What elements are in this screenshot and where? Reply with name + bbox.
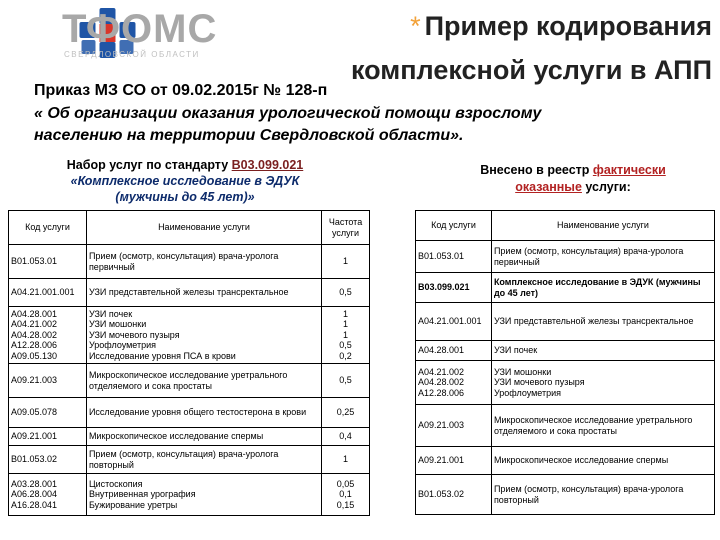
col-header-code: Код услуги <box>416 211 492 241</box>
col-header-code: Код услуги <box>9 211 87 245</box>
service-name <box>86 245 321 279</box>
table-row <box>416 303 715 341</box>
service-code-line: А04.28.002 <box>418 377 465 388</box>
service-code <box>416 303 492 341</box>
order-title: Приказ МЗ СО от 09.02.2015г № 128-п <box>34 82 328 99</box>
logo-name: ТФОМС <box>62 7 218 51</box>
service-code-line: А16.28.041 <box>11 499 58 510</box>
service-code <box>9 428 87 446</box>
service-code <box>416 273 492 303</box>
service-freq <box>322 398 370 428</box>
title-text-1: Пример кодирования <box>424 11 712 41</box>
col-header-freq: Частота услуги <box>322 211 370 245</box>
order-description: « Об организации оказания урологической помощи взрослому населению на территории Свердловской области». <box>34 105 542 144</box>
table-row <box>9 245 370 279</box>
service-name-line: УЗИ почек <box>493 345 538 356</box>
service-name-line: Урофлоуметрия <box>88 340 157 351</box>
service-code <box>416 341 492 361</box>
title-asterisk: * <box>410 11 421 41</box>
service-code <box>9 446 87 474</box>
table-row <box>416 361 715 405</box>
standard-code: В03.099.021 <box>231 158 304 172</box>
service-name <box>86 428 321 446</box>
service-code <box>416 405 492 447</box>
service-freq-line: 0,15 <box>336 499 355 510</box>
service-name <box>491 303 714 341</box>
table-row <box>416 405 715 447</box>
service-name <box>86 364 321 398</box>
service-freq <box>322 307 370 364</box>
table-row <box>416 447 715 475</box>
standard-set-header <box>40 157 330 205</box>
service-freq <box>322 279 370 307</box>
service-freq <box>322 446 370 474</box>
table-row <box>416 273 715 303</box>
table-row <box>9 307 370 364</box>
table-row <box>416 341 715 361</box>
service-name <box>491 341 714 361</box>
service-name-line: Внутривенная урография <box>88 489 196 500</box>
standard-set-line1 <box>40 157 330 173</box>
service-code-line: А09.21.001 <box>11 431 58 442</box>
slide-title-line2: комплексной услуги в АПП <box>350 55 712 85</box>
service-code-line: А04.21.001.001 <box>418 316 482 327</box>
service-name <box>491 405 714 447</box>
service-freq-line: 1 <box>343 256 349 267</box>
slide-title-line1 <box>410 10 712 42</box>
service-name-line: Прием (осмотр, консультация) врача-уролога повторный <box>88 449 279 470</box>
service-code <box>9 364 87 398</box>
service-code <box>416 475 492 515</box>
service-name <box>491 447 714 475</box>
service-code-line: А09.21.001 <box>418 455 465 466</box>
standard-set-line3: (мужчины до 45 лет)» <box>115 190 255 204</box>
service-code-line: А04.28.001 <box>11 308 58 319</box>
service-name <box>491 273 714 303</box>
service-code-line: А04.21.001.001 <box>11 287 75 298</box>
standard-set-line2: «Комплексное исследование в ЭДУК <box>70 174 300 188</box>
registry-services-table <box>415 210 715 515</box>
service-name-line: Микроскопическое исследование уретрального отделяемого и сока простаты <box>493 415 693 436</box>
service-name-line: Бужирование уретры <box>88 499 178 510</box>
service-code-line: А04.21.002 <box>418 366 465 377</box>
service-code <box>9 398 87 428</box>
service-freq-line: 0,2 <box>339 350 352 361</box>
service-code-line: А04.28.002 <box>11 329 58 340</box>
registry-prefix: Внесено в реестр <box>480 163 593 177</box>
service-name <box>86 307 321 364</box>
table-row <box>9 364 370 398</box>
service-name-line: Микроскопическое исследование уретрального отделяемого и сока простаты <box>88 370 288 391</box>
service-code-line: А09.21.003 <box>418 420 465 431</box>
service-code <box>9 307 87 364</box>
service-code-line: А12.28.006 <box>418 387 465 398</box>
service-freq-line: 0,5 <box>339 375 352 386</box>
service-name-line: Прием (осмотр, консультация) врача-уролога первичный <box>493 246 684 267</box>
service-code-line: А04.28.001 <box>418 345 465 356</box>
service-name-line: Комплексное исследование в ЭДУК (мужчины до 45 лет) <box>493 277 701 298</box>
standard-services-table <box>8 210 370 516</box>
service-code-line: А06.28.004 <box>11 489 58 500</box>
table-row <box>9 474 370 516</box>
service-code-line: А09.05.130 <box>11 350 58 361</box>
service-name-line: Прием (осмотр, консультация) врача-уролога первичный <box>88 251 279 272</box>
service-freq-line: 0,25 <box>336 407 355 418</box>
service-name <box>86 398 321 428</box>
service-freq-line: 0,4 <box>339 431 352 442</box>
service-name <box>491 475 714 515</box>
service-name <box>86 446 321 474</box>
service-name-line: УЗИ представтельной железы трансректальное <box>88 287 289 298</box>
service-code <box>9 279 87 307</box>
table-row <box>9 428 370 446</box>
service-name-line: УЗИ мошонки <box>88 319 147 330</box>
registry-header <box>432 162 714 196</box>
registry-red-word: фактически <box>592 163 666 177</box>
col-header-name: Наименование услуги <box>491 211 714 241</box>
service-name-line: Цистоскопия <box>88 478 143 489</box>
service-name <box>86 474 321 516</box>
service-name-line: Микроскопическое исследование спермы <box>88 431 264 442</box>
service-code <box>9 474 87 516</box>
service-name <box>86 279 321 307</box>
service-freq-line: 1 <box>343 308 349 319</box>
service-name-line: Прием (осмотр, консультация) врача-уролога повторный <box>493 484 684 505</box>
service-code <box>416 447 492 475</box>
service-name-line: Исследование уровня общего тестостерона в крови <box>88 407 307 418</box>
service-freq <box>322 364 370 398</box>
service-code-line: А04.21.002 <box>11 319 58 330</box>
service-name-line: УЗИ мошонки <box>493 366 552 377</box>
service-freq-line: 0,5 <box>339 340 352 351</box>
service-code-line: В01.053.01 <box>11 256 58 267</box>
table-row <box>9 398 370 428</box>
service-name-line: Урофлоуметрия <box>493 387 562 398</box>
service-name-line: Микроскопическое исследование спермы <box>493 455 669 466</box>
service-freq-line: 0,1 <box>339 489 352 500</box>
service-code <box>416 241 492 273</box>
logo-subtitle: СВЕРДЛОВСКОЙ ОБЛАСТИ <box>64 50 200 59</box>
service-name-line: УЗИ представтельной железы трансректальное <box>493 316 694 327</box>
registry-underlined: оказанные <box>515 180 582 194</box>
service-code-line: А03.28.001 <box>11 478 58 489</box>
service-code <box>416 361 492 405</box>
service-freq-line: 1 <box>343 319 349 330</box>
service-name-line: УЗИ мочевого пузыря <box>493 377 585 388</box>
service-code-line: В01.053.01 <box>418 251 465 262</box>
service-code-line: А12.28.006 <box>11 340 58 351</box>
service-freq <box>322 245 370 279</box>
service-name-line: Исследование уровня ПСА в крови <box>88 350 236 361</box>
service-name-line: УЗИ мочевого пузыря <box>88 329 180 340</box>
service-freq-line: 1 <box>343 329 349 340</box>
service-freq-line: 0,5 <box>339 287 352 298</box>
service-code-line: В01.053.02 <box>418 489 465 500</box>
standard-prefix: Набор услуг по стандарту <box>66 158 232 172</box>
service-code-line: В01.053.02 <box>11 454 58 465</box>
table-row <box>416 241 715 273</box>
service-name <box>491 361 714 405</box>
service-code <box>9 245 87 279</box>
service-freq <box>322 428 370 446</box>
registry-suffix: услуги: <box>581 180 631 194</box>
service-freq <box>322 474 370 516</box>
table-row <box>9 446 370 474</box>
service-freq-line: 0,05 <box>336 478 355 489</box>
table-row <box>416 475 715 515</box>
service-name <box>491 241 714 273</box>
service-name-line: УЗИ почек <box>88 308 133 319</box>
table-row <box>9 279 370 307</box>
col-header-name: Наименование услуги <box>86 211 321 245</box>
service-code-line: В03.099.021 <box>418 282 470 293</box>
service-freq-line: 1 <box>343 454 349 465</box>
service-code-line: А09.21.003 <box>11 375 58 386</box>
service-code-line: А09.05.078 <box>11 407 58 418</box>
